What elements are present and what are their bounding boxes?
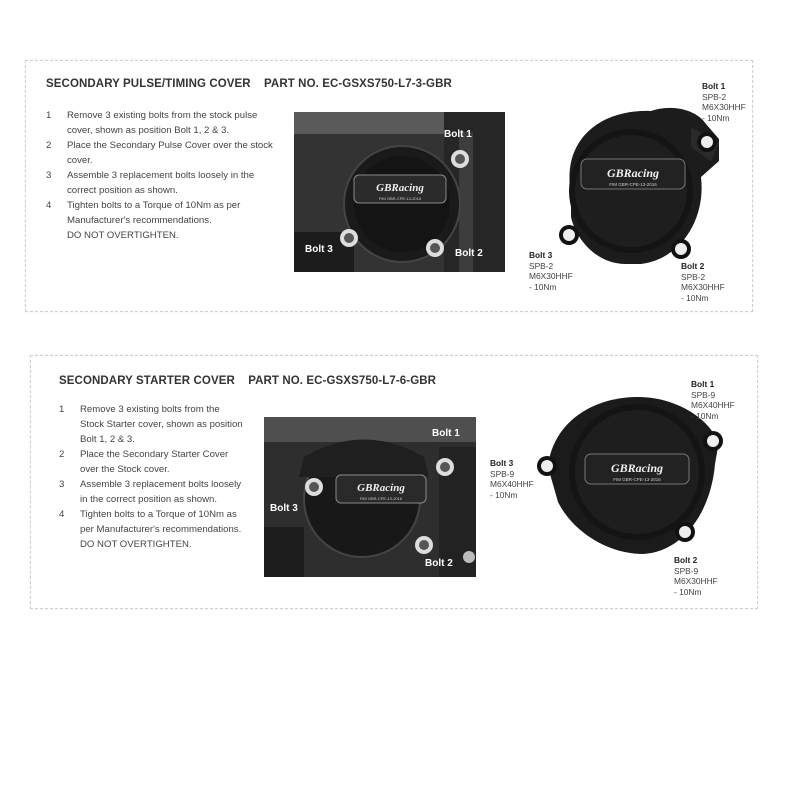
- cover-brand-logo: GBRacing: [606, 166, 660, 180]
- instruction-steps: [59, 402, 243, 552]
- cover-fim-text: FIM GBR-CPE-13-2016: [613, 477, 661, 482]
- photo-label-bolt3: Bolt 3: [305, 244, 333, 255]
- step-item: 2 Place the Secondary Pulse Cover over the stock cover.: [46, 140, 273, 166]
- section-title: [59, 375, 436, 387]
- bolt3-spec: Bolt 3 SPB-9 M6X40HHF - 10Nm: [490, 458, 534, 500]
- warning-text: DO NOT OVERTIGHTEN.: [67, 230, 179, 241]
- photo-label-bolt2: Bolt 2: [455, 248, 483, 259]
- photo-cover-brand: GBRacing: [357, 482, 405, 494]
- step-item: 4 Tighten bolts to a Torque of 10Nm as per Manufacturer's recommendations. DO NOT OVERTIGHTEN.: [46, 200, 241, 241]
- bolt3-spec: Bolt 3 SPB-2 M6X30HHF - 10Nm: [529, 250, 573, 292]
- bolt1-spec: Bolt 1 SPB-9 M6X40HHF - 10Nm: [691, 379, 735, 421]
- step-item: 2 Place the Secondary Starter Cover over the Stock cover.: [59, 449, 229, 475]
- photo-label-bolt2: Bolt 2: [425, 558, 453, 569]
- photo-cover-fim: FIM GBR-CPE-13-2016: [378, 196, 422, 201]
- part-number: PART NO. EC-GSXS750-L7-6-GBR: [248, 375, 437, 387]
- photo-cover-fim: FIM GBR-CPE-13-2016: [359, 496, 403, 501]
- cover-brand-logo: GBRacing: [610, 461, 664, 475]
- step-item: 4 Tighten bolts to a Torque of 10Nm as per Manufacturer's recommendations. DO NOT OVERTIGHTEN.: [59, 509, 242, 550]
- pulse-cover-product-image: [541, 99, 726, 271]
- photo-label-bolt1: Bolt 1: [444, 129, 472, 140]
- bolt1-spec: Bolt 1 SPB-2 M6X30HHF - 10Nm: [702, 81, 746, 123]
- bolt2-spec: Bolt 2 SPB-2 M6X30HHF - 10Nm: [681, 261, 725, 303]
- pulse-cover-instruction-card: [25, 60, 753, 312]
- starter-cover-instruction-card: [30, 355, 758, 609]
- photo-label-bolt1: Bolt 1: [432, 428, 460, 439]
- step-item: 3 Assemble 3 replacement bolts loosely in the correct position as shown.: [59, 479, 242, 505]
- installation-photo: [264, 417, 476, 577]
- bolt2-spec: Bolt 2 SPB-9 M6X30HHF - 10Nm: [674, 555, 718, 597]
- step-item: 1 Remove 3 existing bolts from the Stock Starter cover, shown as position Bolt 1, 2 & 3.: [59, 404, 243, 445]
- section-title: [46, 78, 452, 90]
- cover-fim-text: FIM GBR-CPE-13-2016: [609, 182, 657, 187]
- step-item: 3 Assemble 3 replacement bolts loosely in the correct position as shown.: [46, 170, 255, 196]
- cover-name: SECONDARY PULSE/TIMING COVER: [46, 78, 251, 90]
- photo-label-bolt3: Bolt 3: [270, 503, 298, 514]
- instruction-steps: [46, 108, 278, 243]
- part-number: PART NO. EC-GSXS750-L7-3-GBR: [264, 78, 452, 90]
- step-item: 1 Remove 3 existing bolts from the stock pulse cover, shown as position Bolt 1, 2 & 3.: [46, 110, 258, 136]
- installation-photo: [294, 112, 505, 272]
- warning-text: DO NOT OVERTIGHTEN.: [80, 539, 192, 550]
- photo-cover-brand: GBRacing: [376, 182, 424, 194]
- cover-name: SECONDARY STARTER COVER: [59, 375, 235, 387]
